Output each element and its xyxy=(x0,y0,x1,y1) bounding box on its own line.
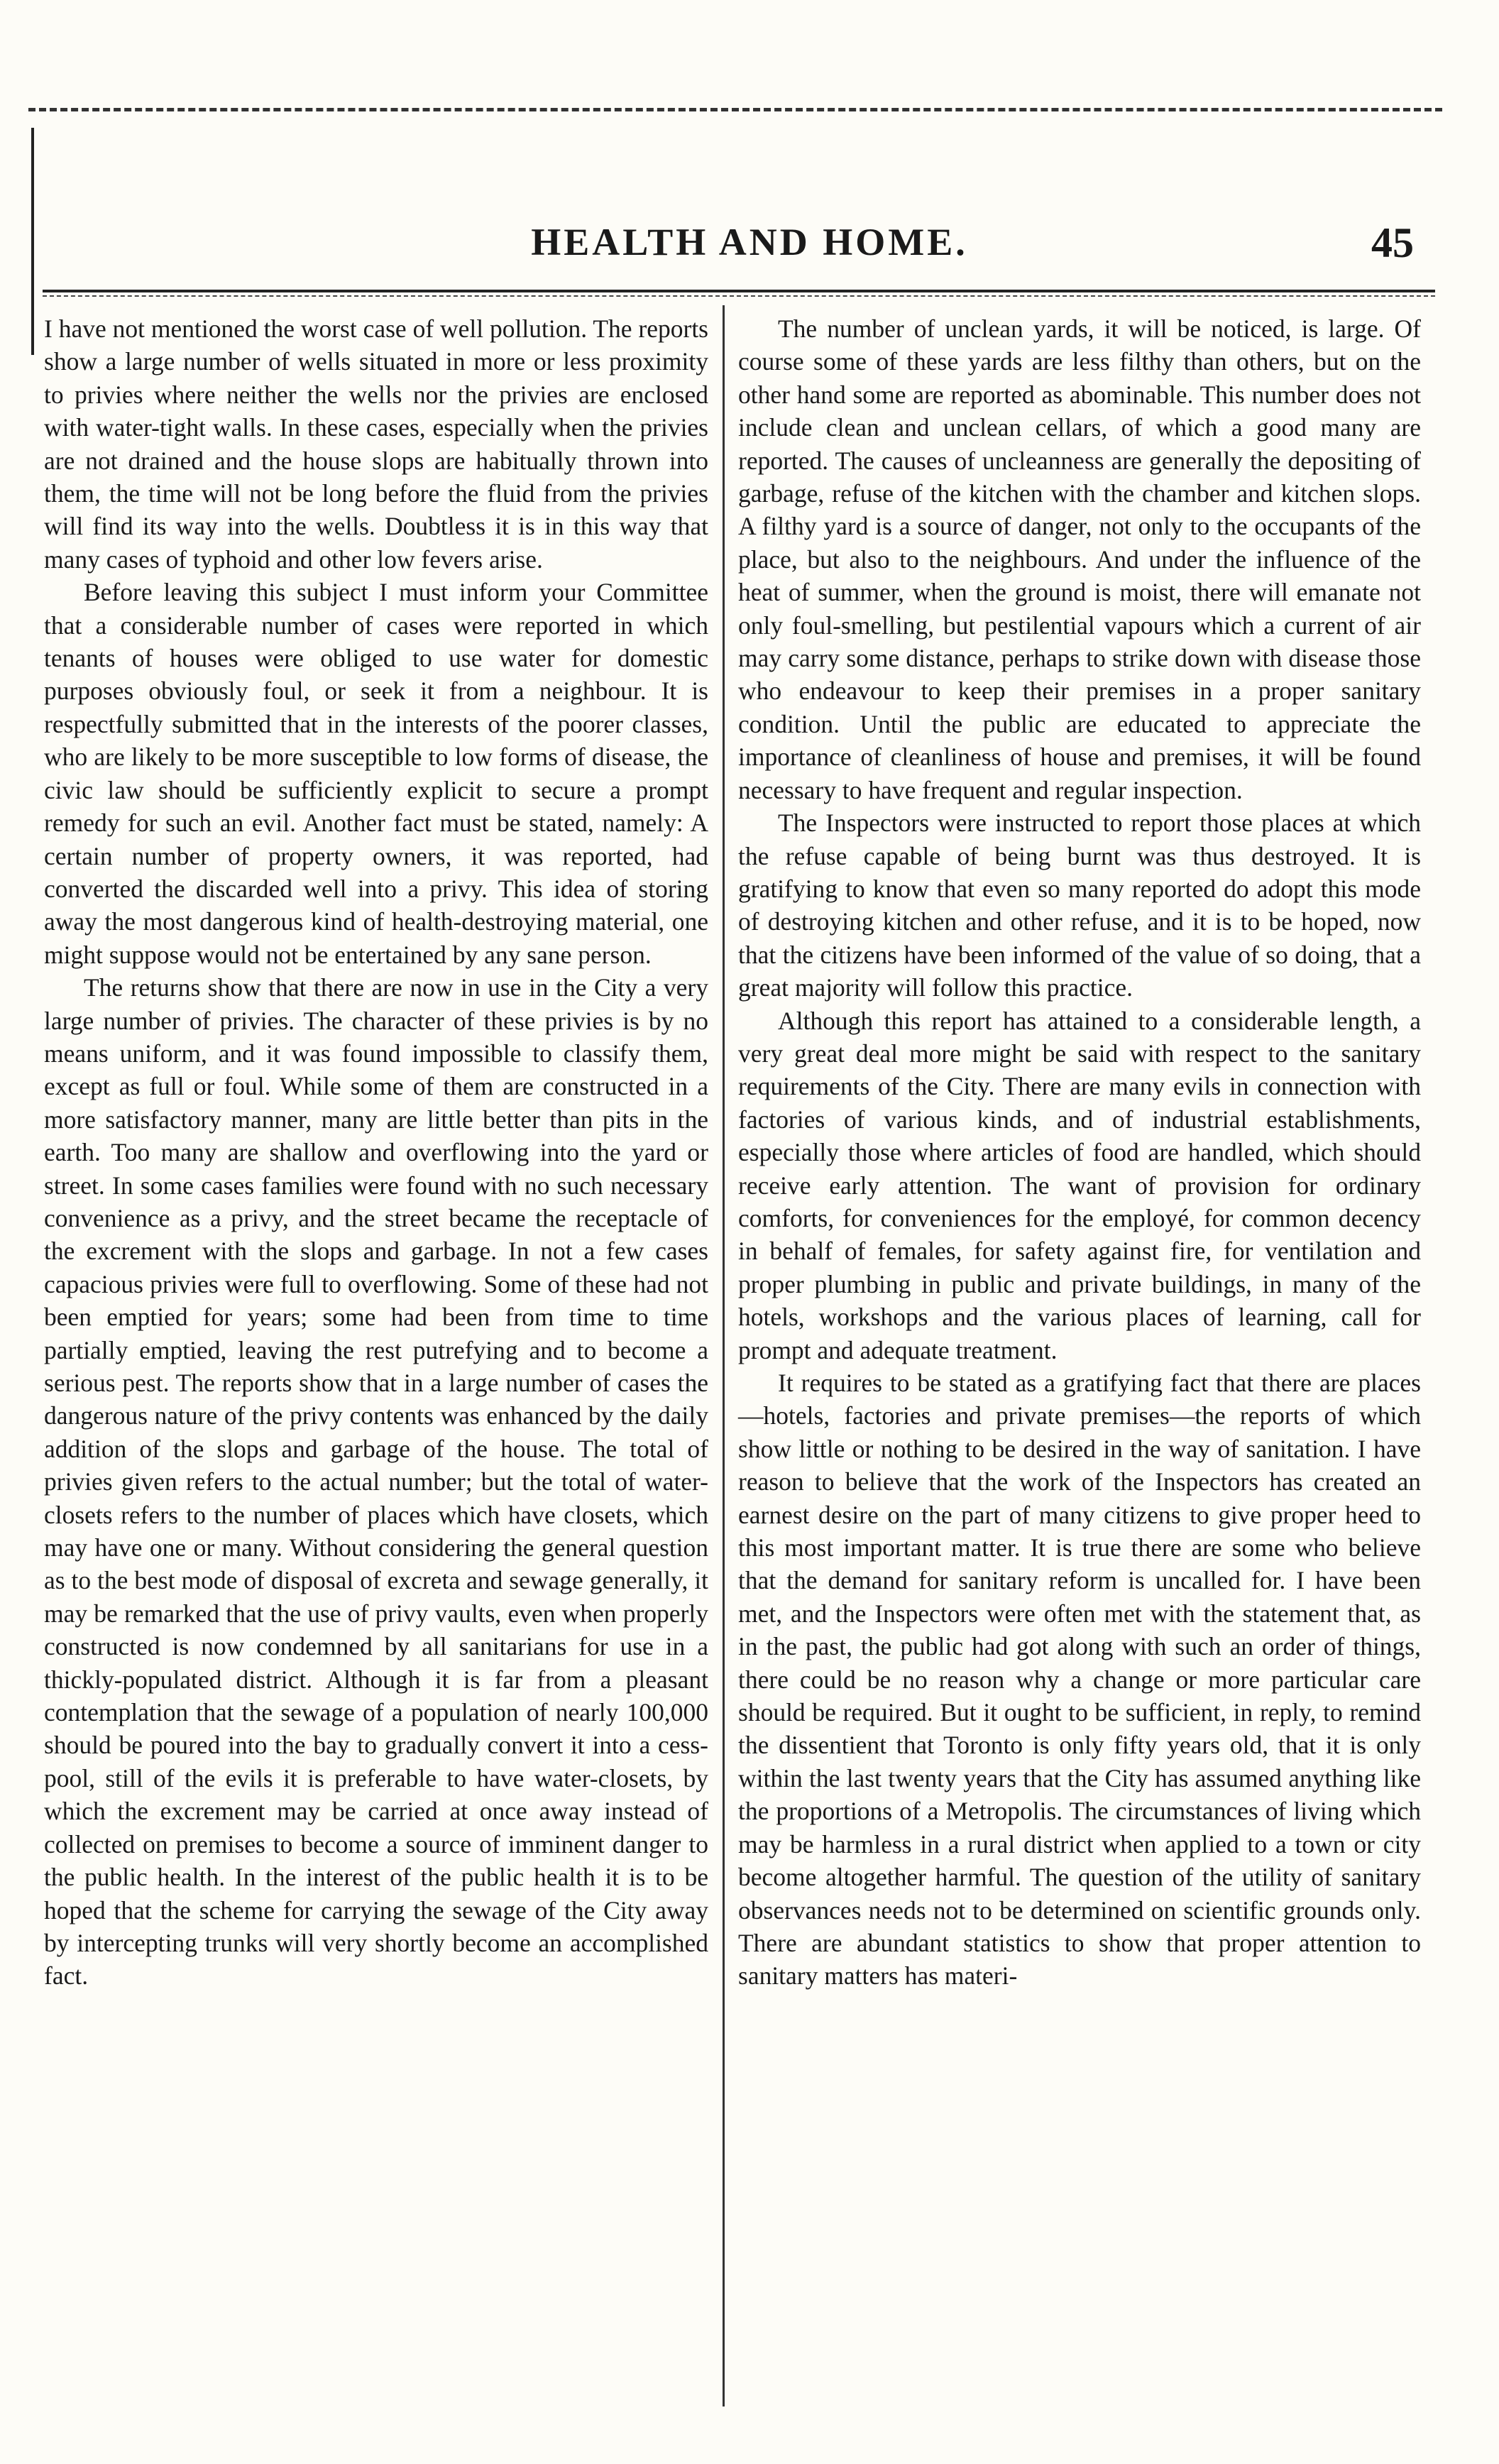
paragraph: Although this report has attained to a considerable length, a very great deal more might be said with respect to the sanitary requirements of the City. There are many evils in connection with factories of various kinds, and of industrial establishments, especially those where articles of food are handled, which should receive early attention. The want of provision for ordinary comforts, for conveniences for the employé, for common decency in behalf of females, for safety against fire, for ventilation and proper plumbing in public and private buildings, in many of the hotels, workshops and the various places of learning, call for prompt and adequate treatment. xyxy=(738,1006,1421,1364)
running-title: HEALTH AND HOME. xyxy=(531,221,968,263)
paragraph: Before leaving this subject I must inform your Committee that a considerable number of cases were reported in which tenants of houses were obliged to use water for domestic purposes obviously foul, or seek it from a neighbour. It is respectfully submitted that in the interests of the poorer classes, who are likely to be more susceptible to low forms of disease, the civic law should be sufficiently explicit to secure a prompt remedy for such an evil. Another fact must be stated, namely: A certain number of property owners, it was reported, had converted the discarded well into a privy. This idea of storing away the most dangerous kind of health-destroying material, one might suppose would not be entertained by any sane person. xyxy=(44,578,708,969)
column-divider xyxy=(723,305,725,2406)
page-number: 45 xyxy=(1371,219,1414,266)
paragraph: The Inspectors were instructed to report those places at which the refuse capable of being burnt was thus destroyed. It is gratifying to know that even so many reported do adopt this mode of destroying kitchen and other refuse, and it is to be hoped, now that the citizens have been informed of the value of so doing, that a great majority will follow this practice. xyxy=(738,809,1421,1002)
paragraph: The returns show that there are now in use in the City a very large number of privies. The character of these privies is by no means uniform, and it was found impossible to classify them, except as full or foul. While some of them are constructed in a more satisfactory manner, many are little better than pits in the earth. Too many are shallow and overflowing into the yard or street. In some cases families were found with no such necessary convenience as a privy, and the street became the receptacle of the excrement with the slops and garbage. In not a few cases capacious privies were full to overflowing. Some of these had not been emptied for years; some had been from time to time partially emptied, leaving the rest putrefying and to become a serious pest. The reports show that in a large number of cases the dangerous nature of the privy contents was enhanced by the daily addition of the slops and garbage of the house. The total of privies given refers to the actual number; but the total of water-closets refers to the number of places which have closets, which may have one or many. Without considering the general question as to the best mode of disposal of excreta and sewage generally, it may be remarked that the use of privy vaults, even when properly constructed is now condemned by all sanitarians for use in a thickly-populated district. Although it is far from a pleasant contemplation that the sewage of a population of nearly 100,000 should be poured into the bay to gradually convert it into a cess-pool, still of the evils it is preferable to have water-closets, by which the excrement may be carried at once away instead of collected on premises to become a source of imminent danger to the public health. In the interest of the public health it is to be hoped that the scheme for carrying the sewage of the City away by intercepting trunks will very shortly become an accomplished fact. xyxy=(44,973,708,1991)
header-rule xyxy=(43,290,1435,292)
top-border-rule xyxy=(28,108,1442,111)
paragraph: The number of unclean yards, it will be noticed, is large. Of course some of these yards are less filthy than others, but on the other hand some are reported as abominable. This number does not include clean and unclean cellars, of which a good many are reported. The causes of uncleanness are generally the depositing of garbage, refuse of the kitchen with the chamber and kitchen slops. A filthy yard is a source of danger, not only to the occupants of the place, but also to the neighbours. And under the influence of the heat of summer, when the ground is moist, there will emanate not only foul-smelling, but pestilential vapours which a current of air may carry some distance, perhaps to strike down with disease those who endeavour to keep their premises in a proper sanitary condition. Until the public are educated to appreciate the importance of cleanliness of house and premises, it will be found necessary to have frequent and regular inspection. xyxy=(738,314,1421,804)
left-column xyxy=(44,312,708,1993)
header-rule-dashed xyxy=(43,295,1435,297)
page-header xyxy=(0,213,1499,277)
right-column xyxy=(738,312,1421,1993)
paragraph: It requires to be stated as a gratifying fact that there are places—hotels, factories and private premises—the reports of which show little or nothing to be desired in the way of sanitation. I have reason to believe that the work of the Inspectors has created an earnest desire on the part of many citizens to give proper heed to this most important matter. It is true there are some who believe that the demand for sanitary reform is uncalled for. I have been met, and the Inspectors were often met with the statement that, as in the past, the public had got along with such an order of things, there could be no reason why a change or more particular care should be required. But it ought to be sufficient, in reply, to remind the dissentient that Toronto is only fifty years old, that it is only within the last twenty years that the City has assumed anything like the proportions of a Metropolis. The circumstances of living which may be harmless in a rural district when applied to a town or city become altogether harmful. The question of the utility of sanitary observances needs not to be determined on scientific grounds only. There are abundant statistics to show that proper attention to sanitary matters has materi- xyxy=(738,1369,1421,1991)
paragraph: I have not mentioned the worst case of well pollution. The reports show a large number of wells situated in more or less proximity to privies where neither the wells nor the privies are enclosed with water-tight walls. In these cases, especially when the privies are not drained and the house slops are habitually thrown into them, the time will not be long before the fluid from the privies will find its way into the wells. Doubtless it is in this way that many cases of typhoid and other low fevers arise. xyxy=(44,314,708,574)
